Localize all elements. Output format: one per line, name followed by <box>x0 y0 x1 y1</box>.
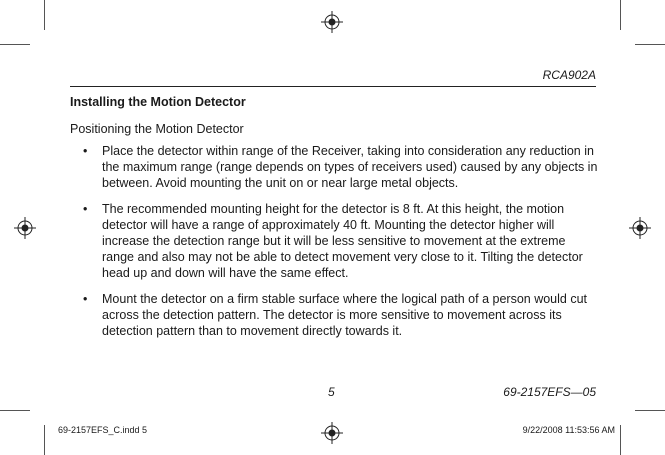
list-item <box>70 143 600 191</box>
bullet-icon: • <box>83 202 88 216</box>
list-item-text: The recommended mounting height for the detector is 8 ft. At this height, the motion detector will have a range of approximately 40 ft. Mounting the detector higher will increase the detection range but it will be less sensitive to movement at the extreme range and also may not be able to detect movement very close to it. Tilting the detector head up and down will have the same effect. <box>102 202 583 280</box>
crop-mark <box>635 410 665 411</box>
crop-mark <box>44 0 45 30</box>
page-number: 5 <box>328 385 335 399</box>
crop-mark <box>620 425 621 455</box>
registration-mark-icon <box>629 217 651 239</box>
registration-mark-icon <box>321 422 343 444</box>
registration-mark-icon <box>14 217 36 239</box>
registration-mark-icon <box>321 11 343 33</box>
list-item-text: Place the detector within range of the Receiver, taking into consideration any reduction in the maximum range (range depends on types of receivers used) caused by any objects in between. Avoid mounting the unit on or near large metal objects. <box>102 144 598 190</box>
crop-mark <box>0 44 30 45</box>
crop-mark <box>44 425 45 455</box>
crop-mark <box>620 0 621 30</box>
document-number: 69-2157EFS—05 <box>503 385 596 399</box>
list-item-text: Mount the detector on a firm stable surface where the logical path of a person would cut across the detection pattern. The detector is more sensitive to movement across its detection pattern than to movement directly towards it. <box>102 292 587 338</box>
slug-file-name: 69-2157EFS_C.indd 5 <box>58 425 148 435</box>
header-rule <box>70 86 596 87</box>
model-number: RCA902A <box>542 68 596 82</box>
bullet-icon: • <box>83 292 88 306</box>
list-item <box>70 201 600 281</box>
section-heading: Installing the Motion Detector <box>70 95 246 109</box>
crop-mark <box>0 410 30 411</box>
section-subheading: Positioning the Motion Detector <box>70 122 244 136</box>
crop-mark <box>635 44 665 45</box>
bullet-icon: • <box>83 144 88 158</box>
slug-timestamp: 9/22/2008 11:53:56 AM <box>522 425 615 435</box>
bullet-list <box>70 143 600 349</box>
list-item <box>70 291 600 339</box>
